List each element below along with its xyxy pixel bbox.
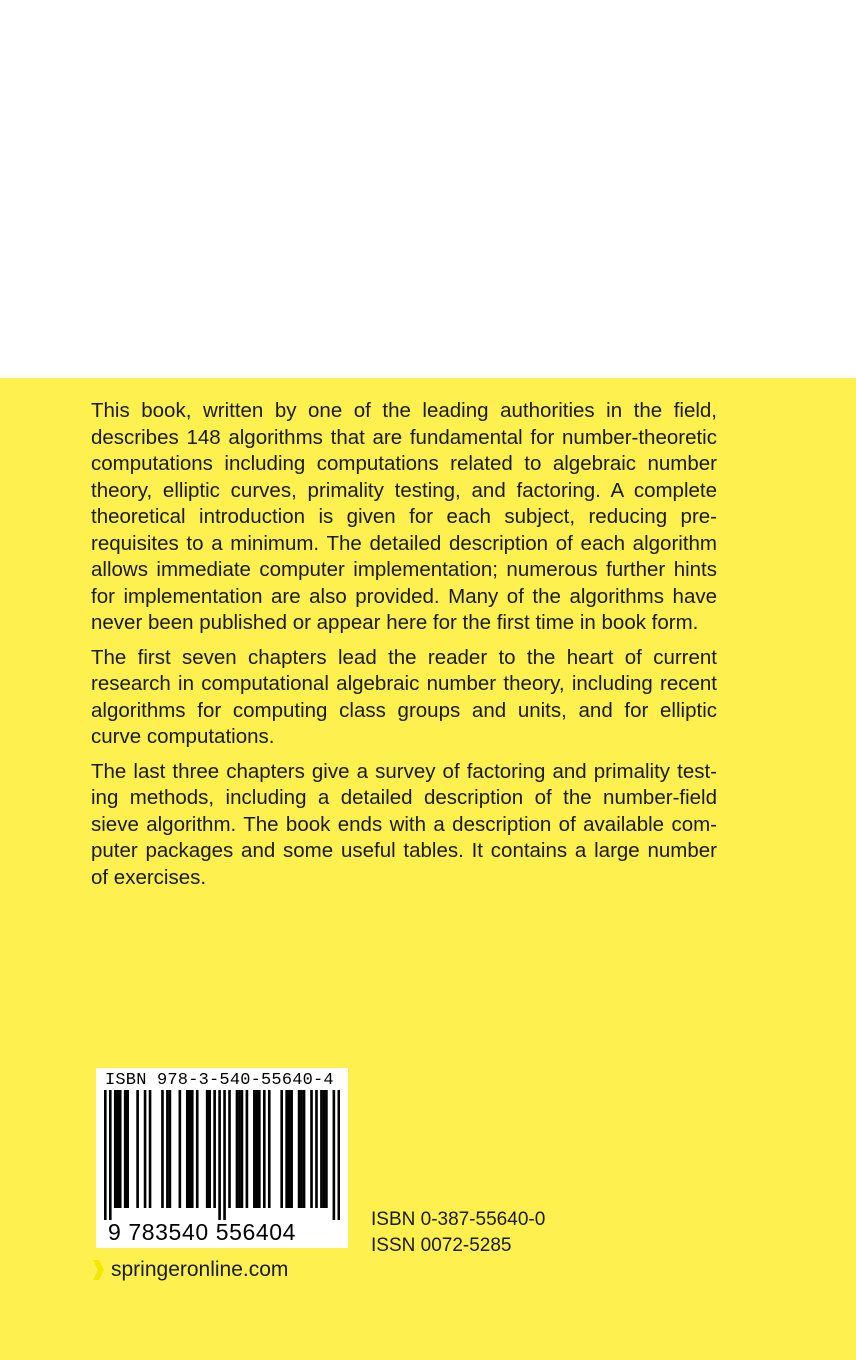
book-description: [91, 398, 717, 899]
barcode-bar: [310, 1090, 313, 1208]
barcode-bar: [285, 1090, 288, 1208]
barcode-bar: [303, 1090, 306, 1208]
barcode-bar: [300, 1090, 303, 1208]
barcode-bar: [161, 1090, 164, 1208]
barcode-bar: [241, 1090, 244, 1208]
publisher-website[interactable]: [91, 1258, 288, 1282]
barcode-bar: [238, 1090, 241, 1208]
barcode-bar: [114, 1090, 117, 1208]
description-paragraph-2: The first seven chapters lead the reader to the heart of current research in computational algebraic number theory, including recent algorithms for computing class groups and units, and for elliptic curve computations.: [91, 645, 717, 748]
barcode-bar: [208, 1090, 211, 1208]
barcode-bar: [149, 1090, 152, 1208]
barcode-bars: [104, 1090, 340, 1220]
description-paragraph-3: The last three chapters give a survey of factoring and primality testing methods, including a detailed description of the number-field sieve algorithm. The book ends with a description of available computer packages and some useful tables. It contains a large number of exercises.: [91, 759, 717, 889]
website-link-text[interactable]: springeronline.com: [111, 1258, 289, 1281]
barcode-bar: [333, 1090, 336, 1220]
barcode-bar: [256, 1090, 259, 1208]
barcode-bar: [236, 1090, 239, 1208]
barcode-label: [96, 1068, 348, 1248]
barcode-bar: [315, 1090, 318, 1208]
barcode-bar: [218, 1090, 221, 1220]
barcode-bar: [124, 1090, 127, 1208]
barcode-bar: [116, 1090, 119, 1208]
description-paragraph-1: This book, written by one of the leading authorities in the field, describes 148 algorithms that are fundamental for number-theoretic computations including computations related to algebraic number theory, elliptic curves, primality testing, and factoring. A complete theoretical introduction is given for each subject, reducing prerequisites to a minimum. The detailed description of each algorithm allows immediate computer implementation; numerous further hints for implementation are also provided. Many of the algorithms have never been published or appear here for the first time in book form.: [91, 399, 717, 634]
barcode-bar: [186, 1090, 189, 1208]
issn-text: ISSN 0072-5285: [371, 1235, 512, 1256]
barcode-bar: [338, 1090, 340, 1220]
barcode-bar: [169, 1090, 172, 1208]
barcode-bar: [325, 1090, 328, 1208]
barcode-bar: [228, 1090, 231, 1208]
top-blank-area: [0, 0, 856, 378]
barcode-bar: [213, 1090, 216, 1208]
barcode-bar: [166, 1090, 169, 1208]
isbn-text: ISBN 0-387-55640-0: [371, 1209, 546, 1230]
identifier-block: [371, 1207, 545, 1259]
barcode-bar: [268, 1090, 271, 1208]
barcode-bar: [320, 1090, 323, 1208]
barcode-bar: [196, 1090, 199, 1208]
barcode-bar: [104, 1090, 107, 1220]
barcode-bar: [288, 1090, 291, 1208]
barcode-bar: [119, 1090, 122, 1208]
barcode-bar: [188, 1090, 191, 1208]
barcode-bar: [290, 1090, 293, 1208]
barcode-bar: [109, 1090, 112, 1220]
barcode-bar: [223, 1090, 226, 1220]
barcode-bar: [253, 1090, 256, 1208]
chevron-right-icon: [91, 1259, 105, 1281]
barcode-bar: [144, 1090, 147, 1208]
barcode-bar: [191, 1090, 194, 1208]
barcode-bar: [179, 1090, 182, 1208]
barcode-bar: [298, 1090, 301, 1208]
barcode-bar: [258, 1090, 261, 1208]
barcode-bar: [126, 1090, 129, 1208]
barcode-bar: [206, 1090, 209, 1208]
barcode-isbn-text: ISBN 978-3-540-55640-4: [105, 1071, 334, 1090]
barcode-bar: [323, 1090, 326, 1208]
barcode-digits: 9 783540 556404: [108, 1219, 297, 1245]
barcode-bar: [280, 1090, 283, 1208]
barcode-bar: [263, 1090, 266, 1208]
barcode-bar: [136, 1090, 139, 1208]
barcode-bar: [246, 1090, 249, 1208]
